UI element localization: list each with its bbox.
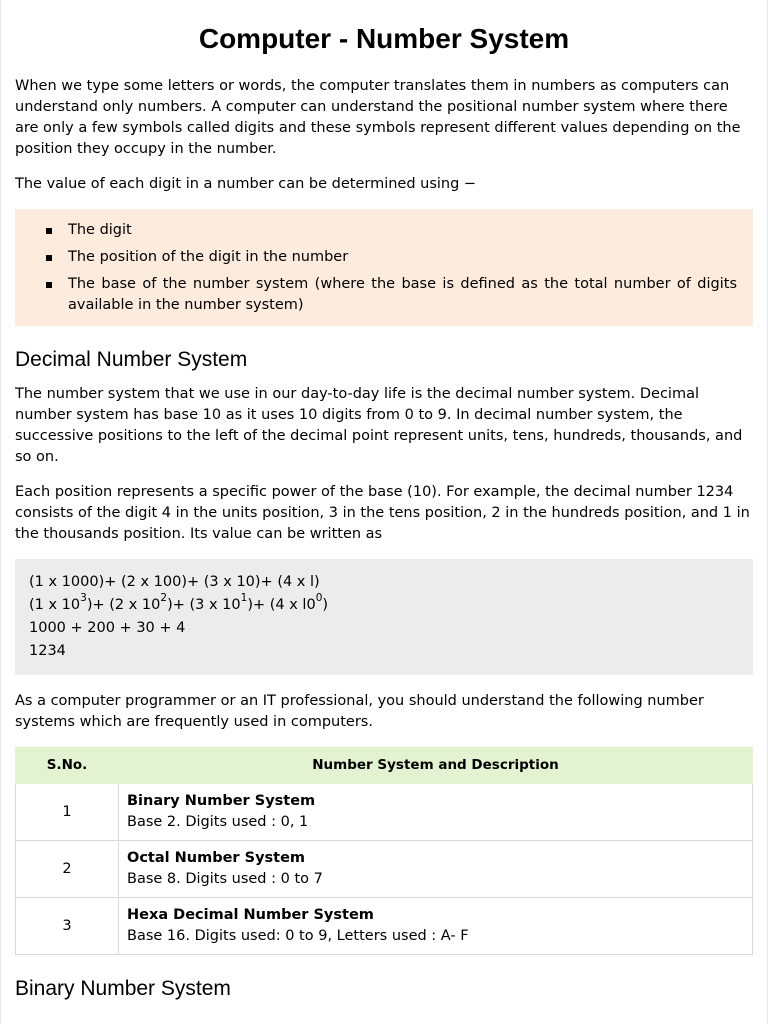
table-cell-sno: 3	[16, 898, 119, 955]
example-line: 1000 + 200 + 30 + 4	[29, 620, 186, 636]
table-row	[16, 841, 753, 898]
system-name: Octal Number System	[127, 850, 306, 866]
table-cell-description	[119, 784, 753, 841]
table-cell-description	[119, 898, 753, 955]
number-systems-table	[15, 747, 753, 955]
value-determination-text: The value of each digit in a number can be determined using −	[15, 176, 477, 192]
table-cell-sno: 2	[16, 841, 119, 898]
sno-column-header: S.No.	[16, 748, 119, 784]
digit-factors-box	[15, 209, 753, 326]
programmer-paragraph: As a computer programmer or an IT professional, you should understand the following number systems which are frequently used in computers.	[15, 693, 704, 730]
list-item	[29, 220, 737, 241]
decimal-example-box	[15, 559, 753, 675]
page-title: Computer - Number System	[198, 23, 570, 54]
table-row	[16, 898, 753, 955]
list-item	[29, 247, 737, 268]
table-header-row	[16, 748, 753, 784]
system-name: Hexa Decimal Number System	[127, 907, 374, 923]
table-cell-description	[119, 841, 753, 898]
table-cell-sno: 1	[16, 784, 119, 841]
example-line: 1234	[29, 643, 66, 659]
example-line-powers: (1 x $10^3)+ (2$ x $10^2)+ (3$ x $10^1)+ (4$ x $l0^0$)	[29, 592, 329, 613]
decimal-section-heading: Decimal Number System	[15, 348, 248, 371]
binary-section-heading: Binary Number System	[15, 977, 231, 1000]
description-column-header: Number System and Description	[119, 748, 753, 784]
square-bullet-icon	[46, 282, 52, 288]
table-row	[16, 784, 753, 841]
decimal-description: The number system that we use in our day-to-day life is the decimal number system. Decimal number system has base 10 as it uses 10 digits from 0 to 9. In decimal number system, the successive positions to the left of the decimal point represent units, tens, hundreds, thousands, and so on.	[15, 386, 743, 465]
system-detail: Base 2. Digits used : 0, 1	[127, 814, 309, 830]
decimal-position-description: Each position represents a specific power of the base (10). For example, the decimal number 1234 consists of the digit 4 in the units position, 3 in the tens position, 2 in the hundreds position, and 1 in the thousands position. Its value can be written as	[15, 484, 750, 542]
system-detail: Base 8. Digits used : 0 to 7	[127, 871, 323, 887]
square-bullet-icon	[46, 228, 52, 234]
square-bullet-icon	[46, 255, 52, 261]
example-line: (1 x 1000)+ (2 x 100)+ (3 x 10)+ (4 x l)	[29, 574, 320, 590]
list-item-text: The digit	[68, 222, 132, 238]
list-item	[29, 274, 737, 316]
intro-paragraph: When we type some letters or words, the computer translates them in numbers as computers can understand only numbers. A computer can understand the positional number system where there are only a few symbols called digits and these symbols represent different values depending on the position they occupy in the number.	[15, 78, 741, 157]
list-item-text: The position of the digit in the number	[68, 249, 349, 265]
system-detail: Base 16. Digits used: 0 to 9, Letters used : A- F	[127, 928, 469, 944]
list-item-text: The base of the number system (where the base is defined as the total number of digits available in the number system)	[68, 276, 737, 313]
digit-factors-list	[29, 220, 737, 316]
system-name: Binary Number System	[127, 793, 316, 809]
